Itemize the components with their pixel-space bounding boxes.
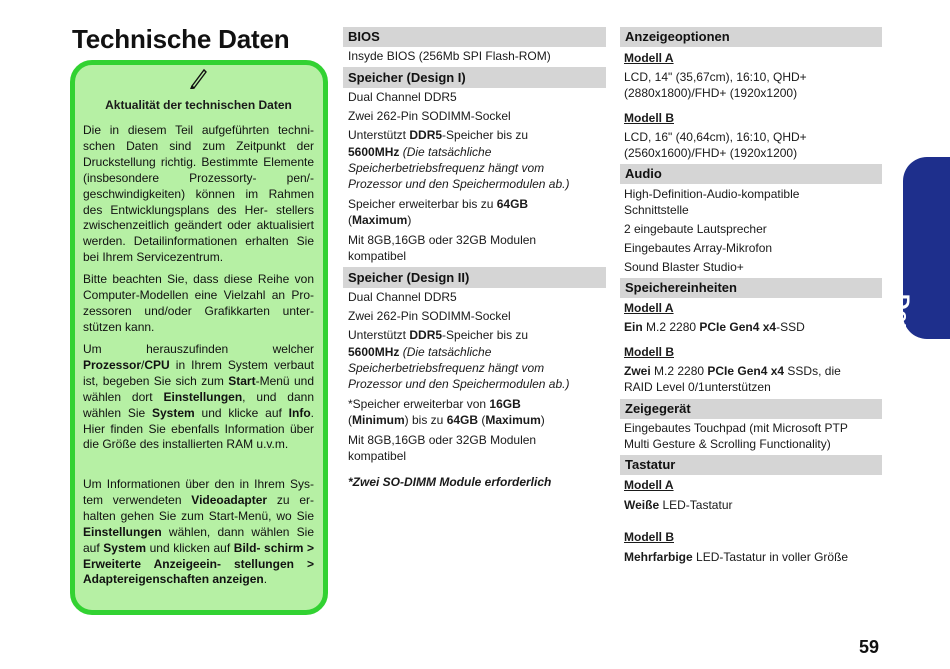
keyboard-header: Tastatur <box>620 455 882 475</box>
mem1-line: Mit 8GB,16GB oder 32GB Modulen <box>348 233 537 247</box>
note-paragraph-3: Um herauszufinden welcher Prozessor/CPU in Ihrem System verbaut ist, begeben Sie sich zum Start-Menü und wählen dort Einstellungen, und dann wählen Sie System und klicke auf Info. Hier finden Sie ebenfalls Information über die Größe des installierten RAM u.v.m. <box>83 342 314 452</box>
note-heading: Aktualität der technischen Daten <box>105 98 292 112</box>
bios-header: BIOS <box>343 27 606 47</box>
pointer-line: Eingebautes Touchpad (mit Microsoft PTP <box>624 421 848 435</box>
mem2-line: Mit 8GB,16GB oder 32GB Modulen <box>348 433 537 447</box>
mem1-line: kompatibel <box>348 249 407 263</box>
page-title: Technische Daten <box>72 24 290 54</box>
audio-line: Sound Blaster Studio+ <box>624 260 744 274</box>
mem2-line: Dual Channel DDR5 <box>348 290 457 304</box>
mem2-line: *Speicher erweiterbar von 16GB <box>348 397 521 411</box>
mem1-line: Dual Channel DDR5 <box>348 90 457 104</box>
mem1-line: Zwei 262-Pin SODIMM-Sockel <box>348 109 511 123</box>
audio-line: Eingebautes Array-Mikrofon <box>624 241 773 255</box>
page-number: 59 <box>859 637 880 657</box>
storage-a-line: Ein M.2 2280 PCIe Gen4 x4-SSD <box>624 320 805 334</box>
mem1-line: Prozessor und den Speichermodulen ab.) <box>348 177 570 191</box>
display-a-line: (2880x1800)/FHD+ (1920x1200) <box>624 86 798 100</box>
storage-b-line: RAID Level 0/1unterstützen <box>624 380 771 394</box>
display-b-line: LCD, 16" (40,64cm), 16:10, QHD+ <box>624 130 807 144</box>
bios-text: Insyde BIOS (256Mb SPI Flash-ROM) <box>348 49 551 63</box>
mem2-line: (Minimum) bis zu 64GB (Maximum) <box>348 413 545 427</box>
pointer-line: Multi Gesture & Scrolling Functionality) <box>624 437 831 451</box>
mem2-line: Unterstützt DDR5-Speicher bis zu <box>348 328 529 342</box>
language-tab-text: Deutsch <box>889 293 914 385</box>
mem1-line: (Maximum) <box>348 213 412 227</box>
mem2-line: Speicherbetriebsfrequenz hängt vom <box>348 361 545 375</box>
display-header: Anzeigeoptionen <box>620 27 882 47</box>
note-paragraph-4: Um Informationen über den in Ihrem Sys- tem verwendeten Videoadapter zu er- halten gehen Sie zum Start-Menü, wo Sie Einstellungen wählen, dann wählen Sie auf System und klicken auf Bild- schirm > Erweiterte Anzeigeein- stellungen > Adaptereigenschaften anzeigen. <box>83 477 315 587</box>
audio-line: 2 eingebaute Lautsprecher <box>624 222 767 236</box>
display-a-line: LCD, 14" (35,67cm), 16:10, QHD+ <box>624 70 807 84</box>
model-a-label: Modell A <box>624 301 674 315</box>
pencil-icon <box>188 67 208 89</box>
audio-line: Schnittstelle <box>624 203 689 217</box>
mem1-line: Unterstützt DDR5-Speicher bis zu <box>348 128 529 142</box>
model-b-label: Modell B <box>624 530 674 544</box>
model-a-label: Modell A <box>624 51 674 65</box>
mem2-line: Zwei 262-Pin SODIMM-Sockel <box>348 309 511 323</box>
mem2-line: kompatibel <box>348 449 407 463</box>
note-paragraph-1: Die in diesem Teil aufgeführten techni- schen Daten sind zum Zeitpunkt der Druckstellung richtig. Bestimmte Elemente (insbesondere Prozessorty- pen/-geschwindigkeiten) können im Rahmen des Entwicklungsplans des Her- stellers zwischenzeitlich geändert oder aktualisiert werden. Detailinformationen erhalten Sie bei Ihrem Servicezentrum. <box>83 123 314 265</box>
model-a-label: Modell A <box>624 478 674 492</box>
mem2-line: Prozessor und den Speichermodulen ab.) <box>348 377 570 391</box>
audio-line: High-Definition-Audio-kompatible <box>624 187 800 201</box>
storage-b-line: Zwei M.2 2280 PCIe Gen4 x4 SSDs, die <box>624 364 841 378</box>
language-tab-label <box>886 248 916 430</box>
display-b-line: (2560x1600)/FHD+ (1920x1200) <box>624 146 798 160</box>
model-b-label: Modell B <box>624 345 674 359</box>
pointer-header: Zeigegerät <box>620 399 882 419</box>
memory-design-2-header: Speicher (Design II) <box>343 267 606 288</box>
keyboard-b-line: Mehrfarbige LED-Tastatur in voller Größe <box>624 550 849 564</box>
audio-header: Audio <box>620 164 882 184</box>
note-paragraph-2: Bitte beachten Sie, dass diese Reihe von Computer-Modellen eine Vielzahl an Pro- zessoren und/oder Grafikkarten unter- stützen kann. <box>83 272 314 334</box>
keyboard-a-line: Weiße LED-Tastatur <box>624 498 733 512</box>
footnote: *Zwei SO-DIMM Module erforderlich <box>348 475 552 489</box>
mem1-line: Speicher erweiterbar bis zu 64GB <box>348 197 529 211</box>
memory-design-1-header: Speicher (Design I) <box>343 67 606 88</box>
model-b-label: Modell B <box>624 111 674 125</box>
mem1-line: 5600MHz (Die tatsächliche <box>348 145 492 159</box>
mem2-line: 5600MHz (Die tatsächliche <box>348 345 492 359</box>
mem1-line: Speicherbetriebsfrequenz hängt vom <box>348 161 545 175</box>
storage-header: Speichereinheiten <box>620 278 882 298</box>
